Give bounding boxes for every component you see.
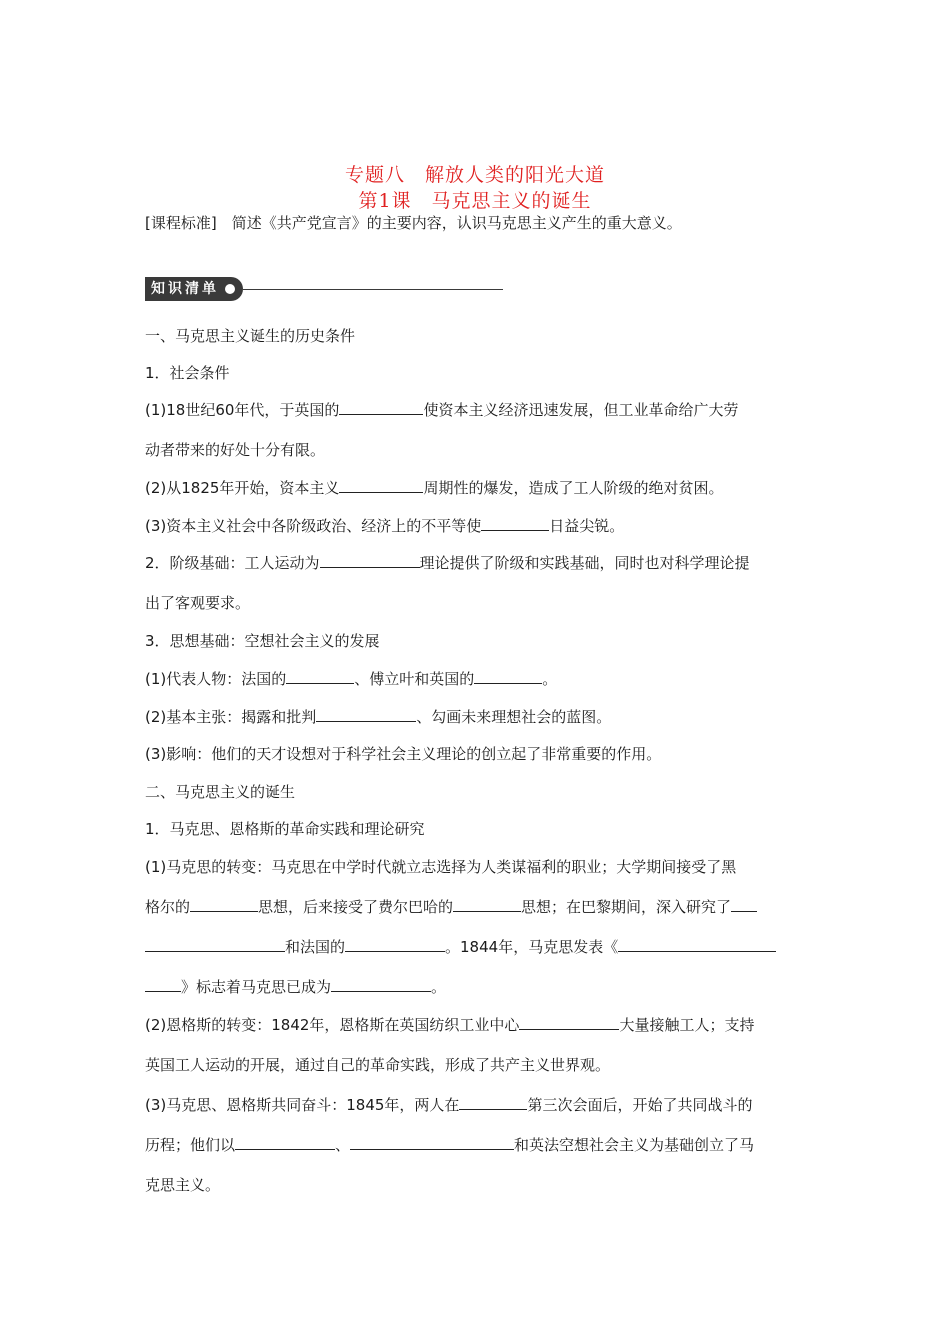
paragraph-1-1-cont: 动者带来的好处十分有限。 — [145, 441, 326, 459]
blank — [481, 515, 549, 531]
course-standard-text: 简述《共产党宣言》的主要内容，认识马克思主义产生的重大意义。 — [216, 214, 682, 232]
sub-heading-t1: 1．马克思、恩格斯的革命实践和理论研究 — [145, 820, 425, 838]
blank — [345, 936, 445, 952]
paragraph-t1-1-cont-2: 和法国的 。1844年，马克思发表《 — [145, 936, 810, 957]
heading-1: 一、马克思主义诞生的历史条件 — [145, 327, 356, 345]
sub-heading-3: 3．思想基础：空想社会主义的发展 — [145, 632, 380, 650]
paragraph-2: 2．阶级基础：工人运动为 理论提供了阶级和实践基础，同时也对科学理论提 — [145, 554, 750, 572]
blank — [519, 1014, 619, 1030]
paragraph-t1-1-cont-3: 》标志着马克思已成为 。 — [145, 976, 810, 997]
paragraph-t1-3-cont: 历程；他们以 、 和英法空想社会主义为基础创立了马 — [145, 1136, 755, 1154]
heading-2: 二、马克思主义的诞生 — [145, 783, 296, 801]
blank — [474, 668, 542, 684]
paragraph-3-1: (1)代表人物：法国的 、傅立叶和英国的 。 — [145, 670, 558, 688]
blank — [339, 399, 423, 415]
section-badge-label: 知识清单 — [145, 277, 243, 301]
paragraph-t1-2: (2)恩格斯的转变：1842年，恩格斯在英国纺织工业中心 大量接触工人；支持 — [145, 1016, 755, 1034]
sub-heading-1: 1．社会条件 — [145, 364, 230, 382]
title-line-1: 专题八 解放人类的阳光大道 — [344, 164, 605, 186]
paragraph-1-2: (2)从1825年开始，资本主义 周期性的爆发，造成了工人阶级的绝对贫困。 — [145, 479, 724, 497]
paragraph-3-3: (3)影响：他们的天才设想对于科学社会主义理论的创立起了非常重要的作用。 — [145, 745, 662, 763]
paragraph-t1-3-cont-2: 克思主义。 — [145, 1176, 221, 1194]
blank — [286, 668, 354, 684]
blank — [145, 976, 181, 992]
paragraph-t1-1-cont: 格尔的 思想，后来接受了费尔巴哈的 思想；在巴黎期间，深入研究了 — [145, 896, 810, 917]
blank — [331, 976, 431, 992]
blank — [145, 936, 285, 952]
blank — [339, 477, 423, 493]
course-standard — [145, 212, 810, 233]
blank — [618, 936, 776, 952]
blank — [190, 896, 258, 912]
bullet-dot-icon — [225, 284, 235, 294]
paragraph-t1-1: (1)马克思的转变：马克思在中学时代就立志选择为人类谋福利的职业；大学期间接受了黑 — [145, 858, 737, 876]
paragraph-1-3: (3)资本主义社会中各阶级政治、经济上的不平等使 日益尖锐。 — [145, 517, 625, 535]
blank — [316, 706, 416, 722]
paragraph-t1-3: (3)马克思、恩格斯共同奋斗：1845年，两人在 第三次会面后，开始了共同战斗的 — [145, 1096, 753, 1114]
blank — [459, 1094, 527, 1110]
paragraph-t1-2-cont: 英国工人运动的开展，通过自己的革命实践，形成了共产主义世界观。 — [145, 1056, 611, 1074]
section-badge — [145, 277, 503, 301]
blank — [731, 896, 757, 912]
blank — [350, 1134, 514, 1150]
course-standard-label: [课程标准] — [145, 214, 217, 232]
blank — [235, 1134, 335, 1150]
blank — [320, 552, 420, 568]
paragraph-1-1: (1)18世纪60年代，于英国的 使资本主义经济迅速发展，但工业革命给广大劳 — [145, 401, 739, 419]
paragraph-3-2: (2)基本主张：揭露和批判 、勾画未来理想社会的蓝图。 — [145, 708, 612, 726]
blank — [453, 896, 521, 912]
title-line-2: 第1课 马克思主义的诞生 — [358, 190, 592, 212]
section-divider — [243, 289, 503, 290]
paragraph-2-cont: 出了客观要求。 — [145, 594, 251, 612]
